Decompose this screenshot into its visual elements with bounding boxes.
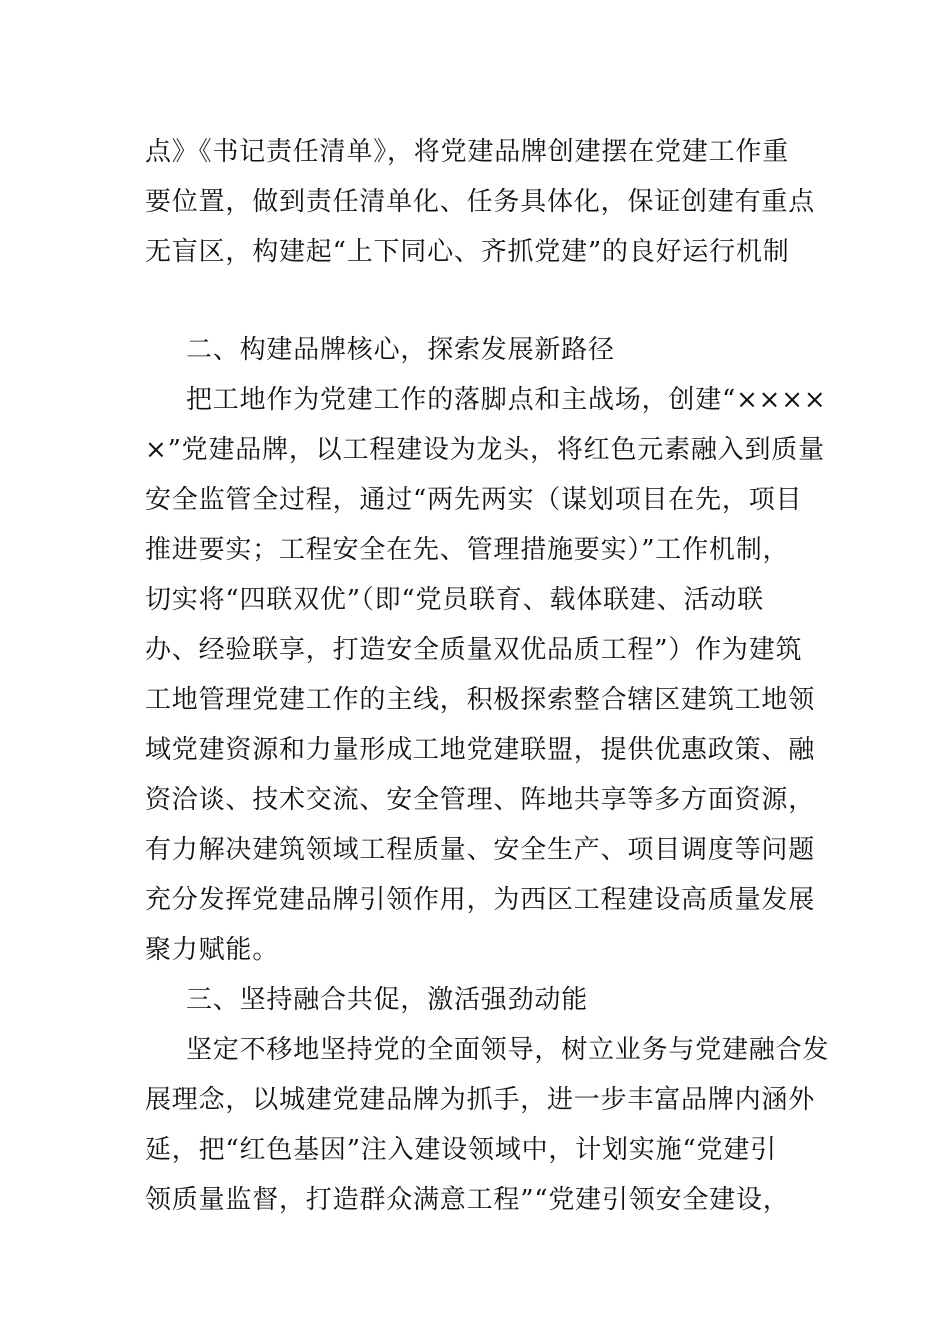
paragraph-line: 办、经验联享，打造安全质量双优品质工程”）作为建筑 bbox=[145, 635, 803, 665]
paragraph-line: 延，把“红色基因”注入建设领域中，计划实施“党建引 bbox=[145, 1135, 777, 1165]
paragraph-line: 领质量监督，打造群众满意工程”“党建引领安全建设， bbox=[145, 1185, 790, 1215]
paragraph-line: 点》《书记责任清单》，将党建品牌创建摆在党建工作重 bbox=[145, 137, 790, 167]
paragraph-line: 充分发挥党建品牌引领作用，为西区工程建设高质量发展 bbox=[145, 885, 816, 915]
paragraph-line: 聚力赋能。 bbox=[145, 935, 280, 965]
paragraph-line: 坚定不移地坚持党的全面领导，树立业务与党建融合发 bbox=[186, 1035, 830, 1065]
section-heading: 二、构建品牌核心，探索发展新路径 bbox=[186, 335, 615, 365]
paragraph-line: 切实将“四联双优”（即“党员联育、载体联建、活动联 bbox=[145, 585, 764, 615]
paragraph-line: 工地管理党建工作的主线，积极探索整合辖区建筑工地领 bbox=[145, 685, 816, 715]
paragraph-line: 安全监管全过程，通过“两先两实（谋划项目在先，项目 bbox=[145, 485, 803, 515]
paragraph-line: 推进要实；工程安全在先、管理措施要实）”工作机制， bbox=[145, 535, 790, 565]
section-heading: 三、坚持融合共促，激活强劲动能 bbox=[186, 985, 589, 1015]
paragraph-line: 把工地作为党建工作的落脚点和主战场，创建“×××× bbox=[186, 385, 827, 415]
paragraph-line: 有力解决建筑领域工程质量、安全生产、项目调度等问题 bbox=[145, 835, 816, 865]
paragraph-line: 资洽谈、技术交流、安全管理、阵地共享等多方面资源， bbox=[145, 785, 816, 815]
paragraph-line: 要位置，做到责任清单化、任务具体化，保证创建有重点 bbox=[145, 187, 816, 217]
paragraph-line: 域党建资源和力量形成工地党建联盟，提供优惠政策、融 bbox=[145, 735, 816, 765]
paragraph-line: 展理念，以城建党建品牌为抓手，进一步丰富品牌内涵外 bbox=[145, 1085, 816, 1115]
paragraph-line: 无盲区，构建起“上下同心、齐抓党建”的良好运行机制 bbox=[145, 237, 790, 267]
paragraph-line: ×”党建品牌，以工程建设为龙头，将红色元素融入到质量 bbox=[145, 435, 825, 465]
